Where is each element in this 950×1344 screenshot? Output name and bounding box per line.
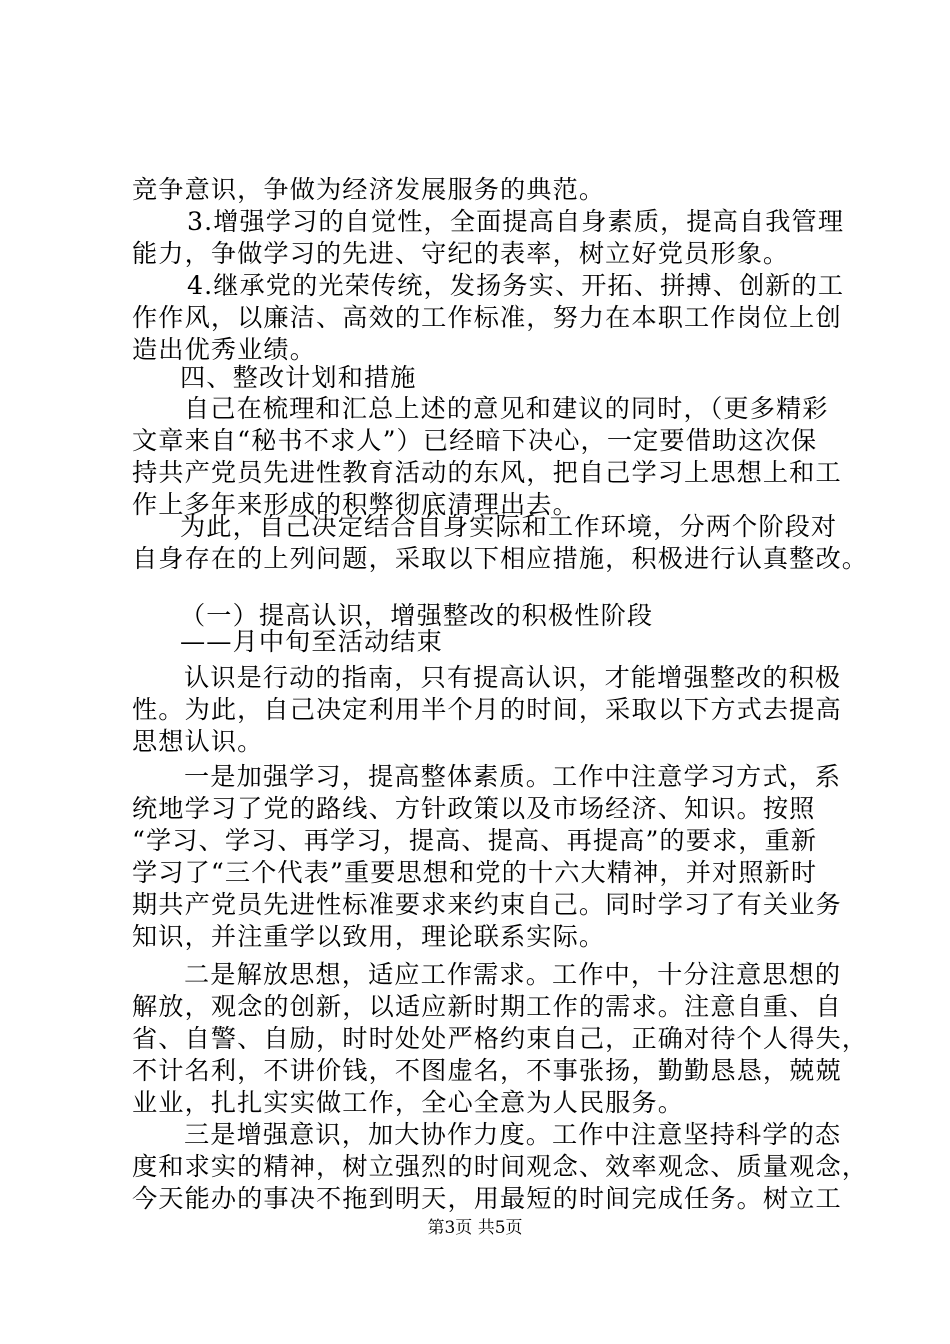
text-line: “学习、学习、再学习，提高、提高、再提高”的要求，重新 (132, 826, 818, 855)
text-line: 4.继承党的光荣传统，发扬务实、开拓、拼搏、创新的工 (187, 271, 845, 300)
text-line: 期共产党员先进性标准要求来约束自己。同时学习了有关业务 (132, 890, 842, 919)
text-line: 持共产党员先进性教育活动的东风，把自己学习上思想上和工 (132, 458, 842, 487)
text-line: 作作风，以廉洁、高效的工作标准，努力在本职工作岗位上创 (132, 303, 842, 332)
text-line: 性。为此，自己决定利用半个月的时间，采取以下方式去提高 (132, 695, 842, 724)
subsection-subtitle: ——月中旬至活动结束 (180, 627, 443, 656)
text-line: 一是加强学习，提高整体素质。工作中注意学习方式，系 (184, 762, 842, 791)
subsection-heading: （一）提高认识，增强整改的积极性阶段 (180, 601, 654, 630)
text-line: 统地学习了党的路线、方针政策以及市场经济、知识。按照 (132, 794, 816, 823)
text-line: 3.增强学习的自觉性，全面提高自身素质，提高自我管理 (187, 207, 845, 236)
text-line: 自己在梳理和汇总上述的意见和建议的同时，（更多精彩 (184, 394, 829, 423)
text-line: 今天能办的事决不拖到明天，用最短的时间完成任务。树立工 (132, 1184, 842, 1213)
text-line: 文章来自“秘书不求人”）已经暗下决心，一定要借助这次保 (132, 426, 818, 455)
text-line: 不计名利，不讲价钱，不图虚名，不事张扬，勤勤恳恳，兢兢 (132, 1056, 842, 1085)
text-line: 度和求实的精神，树立强烈的时间观念、效率观念、质量观念， (132, 1152, 869, 1181)
text-line: 学习了“三个代表”重要思想和党的十六大精神，并对照新时 (132, 858, 818, 887)
text-line: 省、自警、自励，时时处处严格约束自己，正确对待个人得失， (132, 1024, 869, 1053)
text-line: 竞争意识，争做为经济发展服务的典范。 (132, 175, 606, 204)
text-line: 解放，观念的创新，以适应新时期工作的需求。注意自重、自 (132, 992, 842, 1021)
text-line: 思想认识。 (132, 727, 264, 756)
text-line: 作上多年来形成的积弊彻底清理出去。 (132, 490, 579, 519)
text-line: 造出优秀业绩。 (132, 335, 317, 364)
section-heading: 四、整改计划和措施 (180, 363, 417, 392)
text-line: 认识是行动的指南，只有提高认识，才能增强整改的积极 (184, 663, 842, 692)
page-number-footer: 第3页 共5页 (427, 1218, 523, 1238)
text-line: 知识，并注重学以致用，理论联系实际。 (132, 922, 606, 951)
text-line: 为此，自己决定结合自身实际和工作环境，分两个阶段对 (180, 512, 838, 541)
text-line: 业业，扎扎实实做工作，全心全意为人民服务。 (132, 1088, 685, 1117)
text-line: 能力，争做学习的先进、守纪的表率，树立好党员形象。 (132, 239, 790, 268)
text-line: 三是增强意识，加大协作力度。工作中注意坚持科学的态 (184, 1120, 842, 1149)
text-line: 二是解放思想，适应工作需求。工作中，十分注意思想的 (184, 960, 842, 989)
text-line: 自身存在的上列问题，采取以下相应措施，积极进行认真整改。 (132, 544, 869, 573)
